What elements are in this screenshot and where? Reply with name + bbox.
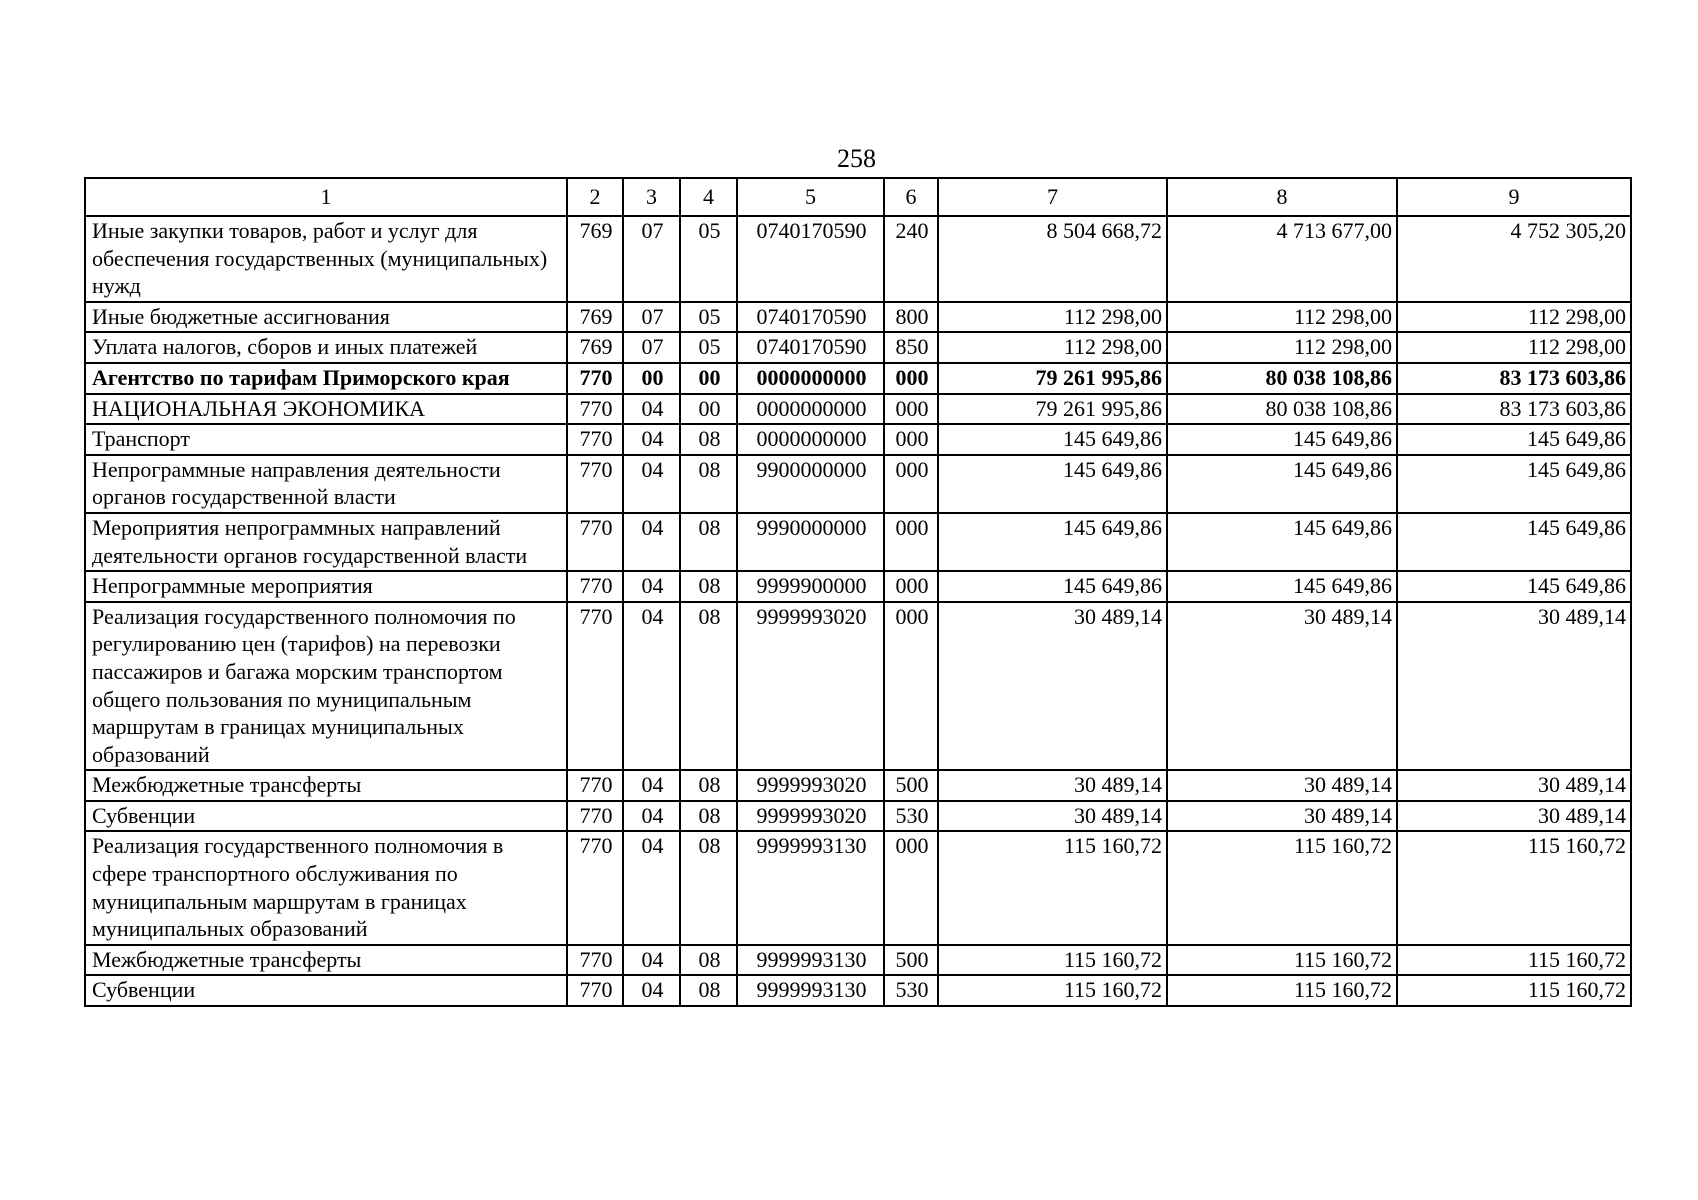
subsection-code-cell: 05 [680,216,737,302]
amount-year1-cell: 145 649,86 [938,571,1167,602]
section-code-cell: 04 [623,571,680,602]
amount-year3-cell: 115 160,72 [1397,975,1631,1006]
amount-year3-cell: 145 649,86 [1397,571,1631,602]
subsection-code-cell: 08 [680,513,737,571]
table-row [85,831,1631,944]
expense-type-cell: 850 [884,332,938,363]
amount-year1-cell: 115 160,72 [938,975,1167,1006]
expense-type-cell: 000 [884,394,938,425]
column-header: 8 [1167,178,1397,216]
subsection-code-cell: 08 [680,801,737,832]
target-article-cell: 9999993130 [737,831,884,944]
subsection-code-cell: 08 [680,770,737,801]
amount-year2-cell: 4 713 677,00 [1167,216,1397,302]
subsection-code-cell: 00 [680,394,737,425]
admin-code-cell: 769 [567,332,623,363]
amount-year3-cell: 4 752 305,20 [1397,216,1631,302]
admin-code-cell: 770 [567,602,623,771]
amount-year2-cell: 145 649,86 [1167,424,1397,455]
target-article-cell: 0000000000 [737,424,884,455]
amount-year2-cell: 112 298,00 [1167,302,1397,333]
table-row [85,302,1631,333]
row-name-cell: Межбюджетные трансферты [85,945,567,976]
budget-table [84,177,1632,1007]
target-article-cell: 9999993130 [737,945,884,976]
table-row [85,801,1631,832]
admin-code-cell: 770 [567,363,623,394]
amount-year1-cell: 30 489,14 [938,801,1167,832]
target-article-cell: 9999900000 [737,571,884,602]
section-code-cell: 07 [623,332,680,363]
admin-code-cell: 770 [567,394,623,425]
column-header: 9 [1397,178,1631,216]
subsection-code-cell: 08 [680,571,737,602]
admin-code-cell: 770 [567,831,623,944]
target-article-cell: 0740170590 [737,332,884,363]
section-code-cell: 04 [623,801,680,832]
amount-year2-cell: 115 160,72 [1167,975,1397,1006]
expense-type-cell: 000 [884,424,938,455]
expense-type-cell: 000 [884,455,938,513]
amount-year2-cell: 30 489,14 [1167,801,1397,832]
section-code-cell: 04 [623,513,680,571]
amount-year1-cell: 79 261 995,86 [938,394,1167,425]
column-header: 3 [623,178,680,216]
amount-year1-cell: 112 298,00 [938,302,1167,333]
amount-year1-cell: 30 489,14 [938,770,1167,801]
column-header: 4 [680,178,737,216]
expense-type-cell: 800 [884,302,938,333]
subsection-code-cell: 00 [680,363,737,394]
section-code-cell: 04 [623,831,680,944]
admin-code-cell: 769 [567,216,623,302]
section-code-cell: 07 [623,216,680,302]
table-row [85,602,1631,771]
row-name-cell: Субвенции [85,975,567,1006]
admin-code-cell: 770 [567,455,623,513]
column-header: 1 [85,178,567,216]
table-row [85,363,1631,394]
section-code-cell: 04 [623,424,680,455]
column-header: 6 [884,178,938,216]
expense-type-cell: 240 [884,216,938,302]
amount-year3-cell: 112 298,00 [1397,332,1631,363]
subsection-code-cell: 08 [680,602,737,771]
admin-code-cell: 770 [567,770,623,801]
table-row [85,216,1631,302]
section-code-cell: 04 [623,945,680,976]
amount-year3-cell: 115 160,72 [1397,945,1631,976]
admin-code-cell: 770 [567,975,623,1006]
amount-year2-cell: 115 160,72 [1167,945,1397,976]
column-header: 7 [938,178,1167,216]
target-article-cell: 9900000000 [737,455,884,513]
row-name-cell: Агентство по тарифам Приморского края [85,363,567,394]
amount-year2-cell: 115 160,72 [1167,831,1397,944]
admin-code-cell: 770 [567,801,623,832]
expense-type-cell: 500 [884,945,938,976]
amount-year3-cell: 145 649,86 [1397,513,1631,571]
amount-year2-cell: 30 489,14 [1167,602,1397,771]
target-article-cell: 0000000000 [737,394,884,425]
amount-year1-cell: 79 261 995,86 [938,363,1167,394]
amount-year2-cell: 112 298,00 [1167,332,1397,363]
amount-year1-cell: 145 649,86 [938,424,1167,455]
section-code-cell: 07 [623,302,680,333]
table-row [85,770,1631,801]
amount-year3-cell: 112 298,00 [1397,302,1631,333]
row-name-cell: Иные бюджетные ассигнования [85,302,567,333]
subsection-code-cell: 08 [680,424,737,455]
row-name-cell: Уплата налогов, сборов и иных платежей [85,332,567,363]
expense-type-cell: 000 [884,363,938,394]
row-name-cell: Реализация государственного полномочия в сфере транспортного обслуживания по муниципальным маршрутам в границах муниципальных образований [85,831,567,944]
amount-year3-cell: 30 489,14 [1397,770,1631,801]
amount-year3-cell: 83 173 603,86 [1397,394,1631,425]
amount-year1-cell: 30 489,14 [938,602,1167,771]
row-name-cell: Непрограммные направления деятельности органов государственной власти [85,455,567,513]
amount-year3-cell: 115 160,72 [1397,831,1631,944]
row-name-cell: НАЦИОНАЛЬНАЯ ЭКОНОМИКА [85,394,567,425]
target-article-cell: 9999993020 [737,770,884,801]
amount-year2-cell: 145 649,86 [1167,455,1397,513]
table-row [85,394,1631,425]
table-row [85,945,1631,976]
subsection-code-cell: 08 [680,945,737,976]
expense-type-cell: 000 [884,602,938,771]
target-article-cell: 9990000000 [737,513,884,571]
table-row [85,513,1631,571]
amount-year3-cell: 83 173 603,86 [1397,363,1631,394]
expense-type-cell: 530 [884,801,938,832]
row-name-cell: Иные закупки товаров, работ и услуг для обеспечения государственных (муниципальных) нужд [85,216,567,302]
expense-type-cell: 000 [884,831,938,944]
section-code-cell: 04 [623,602,680,771]
row-name-cell: Субвенции [85,801,567,832]
expense-type-cell: 000 [884,513,938,571]
table-row [85,332,1631,363]
table-body [85,216,1631,1006]
row-name-cell: Непрограммные мероприятия [85,571,567,602]
row-name-cell: Реализация государственного полномочия по регулированию цен (тарифов) на перевозки пассажиров и багажа морским транспортом общего пользования по муниципальным маршрутам в границах муниципальных образований [85,602,567,771]
amount-year3-cell: 30 489,14 [1397,602,1631,771]
subsection-code-cell: 08 [680,455,737,513]
section-code-cell: 04 [623,975,680,1006]
subsection-code-cell: 05 [680,332,737,363]
admin-code-cell: 769 [567,302,623,333]
amount-year3-cell: 145 649,86 [1397,455,1631,513]
expense-type-cell: 530 [884,975,938,1006]
row-name-cell: Транспорт [85,424,567,455]
admin-code-cell: 770 [567,945,623,976]
row-name-cell: Межбюджетные трансферты [85,770,567,801]
table-row [85,571,1631,602]
section-code-cell: 04 [623,455,680,513]
subsection-code-cell: 05 [680,302,737,333]
expense-type-cell: 500 [884,770,938,801]
table-row [85,975,1631,1006]
target-article-cell: 0000000000 [737,363,884,394]
amount-year1-cell: 112 298,00 [938,332,1167,363]
subsection-code-cell: 08 [680,831,737,944]
amount-year1-cell: 115 160,72 [938,831,1167,944]
column-header: 5 [737,178,884,216]
amount-year3-cell: 30 489,14 [1397,801,1631,832]
target-article-cell: 9999993020 [737,602,884,771]
amount-year1-cell: 115 160,72 [938,945,1167,976]
target-article-cell: 9999993130 [737,975,884,1006]
section-code-cell: 04 [623,770,680,801]
amount-year2-cell: 80 038 108,86 [1167,394,1397,425]
admin-code-cell: 770 [567,513,623,571]
table-row [85,424,1631,455]
page-number: 258 [837,144,876,173]
admin-code-cell: 770 [567,571,623,602]
row-name-cell: Мероприятия непрограммных направлений деятельности органов государственной власти [85,513,567,571]
column-header: 2 [567,178,623,216]
amount-year1-cell: 145 649,86 [938,513,1167,571]
amount-year1-cell: 145 649,86 [938,455,1167,513]
amount-year2-cell: 145 649,86 [1167,571,1397,602]
expense-type-cell: 000 [884,571,938,602]
amount-year2-cell: 145 649,86 [1167,513,1397,571]
section-code-cell: 00 [623,363,680,394]
table-row [85,455,1631,513]
amount-year1-cell: 8 504 668,72 [938,216,1167,302]
amount-year3-cell: 145 649,86 [1397,424,1631,455]
subsection-code-cell: 08 [680,975,737,1006]
amount-year2-cell: 30 489,14 [1167,770,1397,801]
section-code-cell: 04 [623,394,680,425]
target-article-cell: 0740170590 [737,302,884,333]
amount-year2-cell: 80 038 108,86 [1167,363,1397,394]
target-article-cell: 9999993020 [737,801,884,832]
column-number-row [85,178,1631,216]
target-article-cell: 0740170590 [737,216,884,302]
admin-code-cell: 770 [567,424,623,455]
